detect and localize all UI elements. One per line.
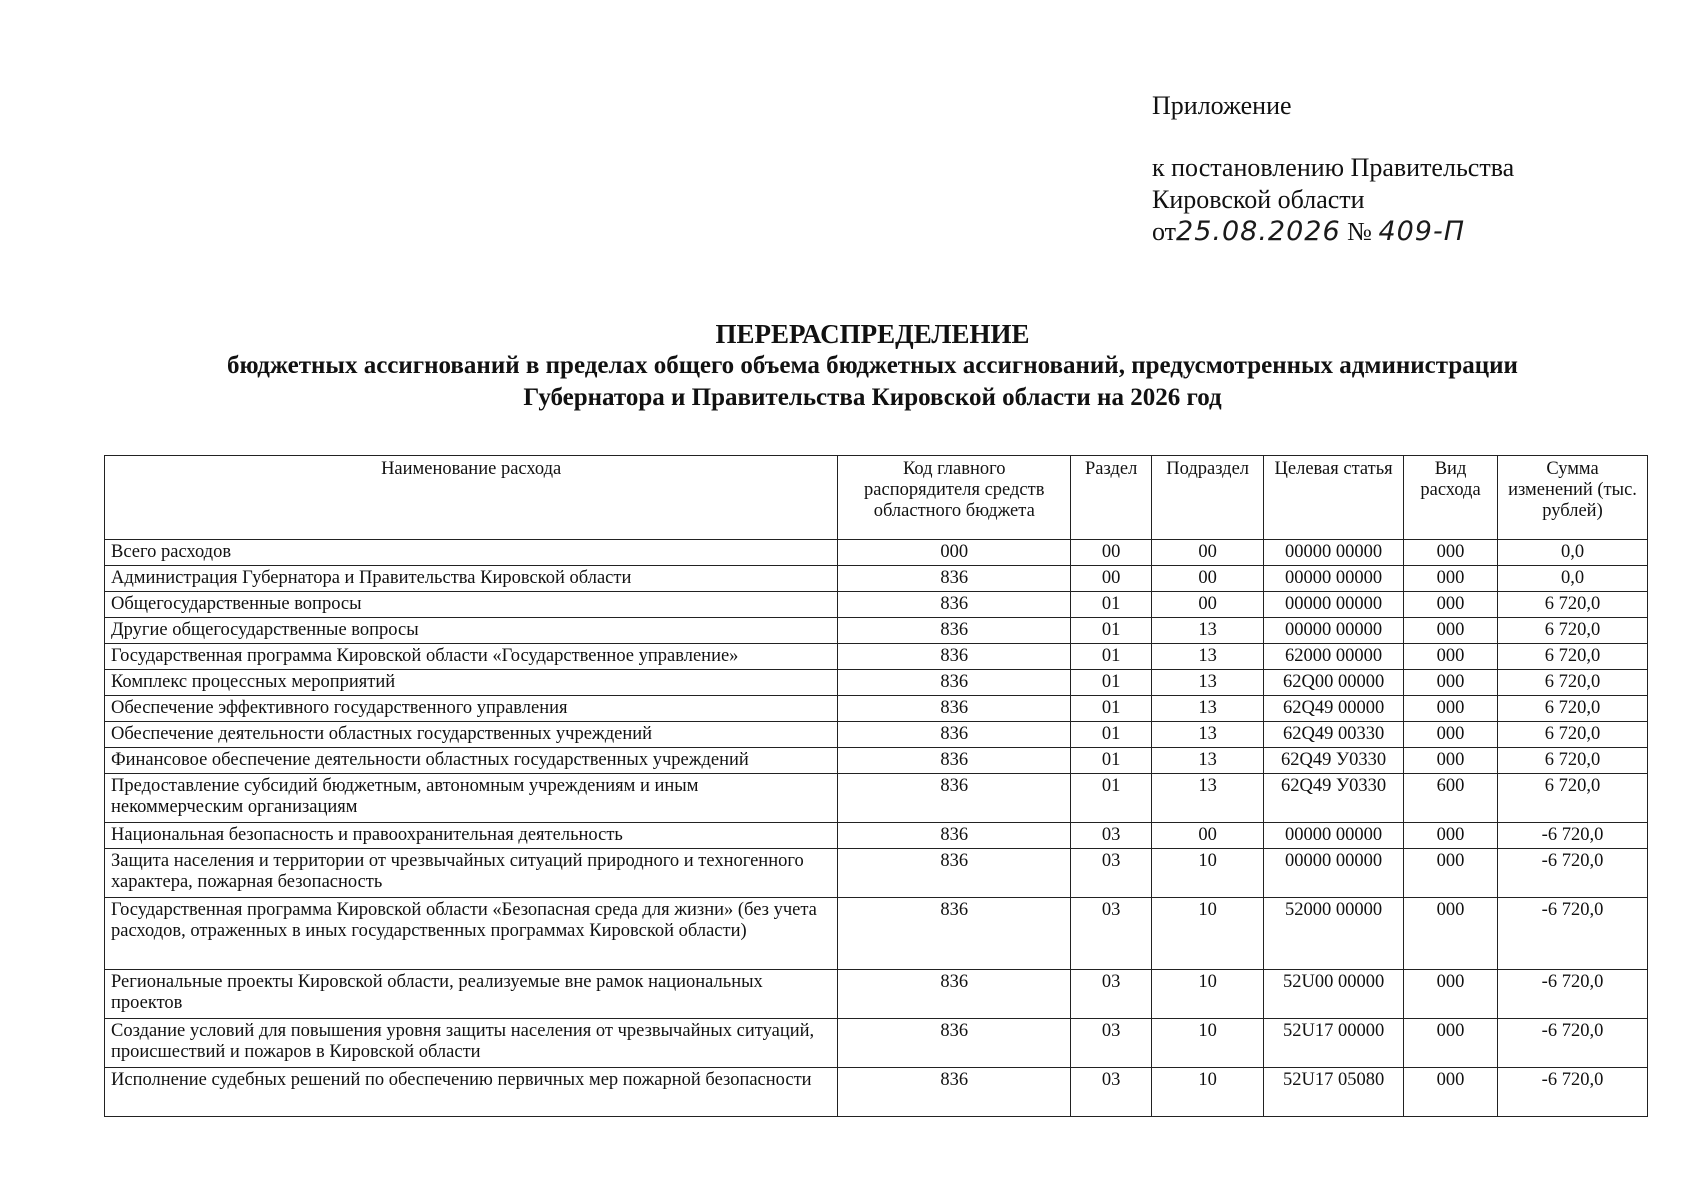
cell-name: Государственная программа Кировской области «Безопасная среда для жизни» (без учета расходов, отраженных в иных государственных программах Кировской области) <box>105 898 838 970</box>
table-row <box>105 722 1648 748</box>
table-row <box>105 540 1648 566</box>
cell-name: Комплекс процессных мероприятий <box>105 670 838 696</box>
cell-name: Государственная программа Кировской области «Государственное управление» <box>105 644 838 670</box>
cell-sum: 0,0 <box>1498 566 1648 592</box>
cell-name: Администрация Губернатора и Правительства Кировской области <box>105 566 838 592</box>
cell-kind: 000 <box>1404 748 1498 774</box>
date-prefix: от <box>1152 217 1177 246</box>
table-row <box>105 1019 1648 1068</box>
cell-sum: 6 720,0 <box>1498 722 1648 748</box>
cell-subsection: 13 <box>1152 618 1264 644</box>
cell-sum: -6 720,0 <box>1498 823 1648 849</box>
cell-subsection: 10 <box>1152 1068 1264 1117</box>
cell-section: 03 <box>1071 1019 1152 1068</box>
title-line1: ПЕРЕРАСПРЕДЕЛЕНИЕ <box>715 319 1030 349</box>
handwritten-date: 25.08.2026 <box>1176 216 1341 247</box>
cell-subsection: 10 <box>1152 1019 1264 1068</box>
cell-section: 00 <box>1071 566 1152 592</box>
handwritten-number: 409-П <box>1378 216 1466 247</box>
cell-code: 836 <box>838 618 1071 644</box>
cell-subsection: 13 <box>1152 644 1264 670</box>
cell-code: 836 <box>838 849 1071 898</box>
cell-kind: 000 <box>1404 823 1498 849</box>
cell-sum: -6 720,0 <box>1498 849 1648 898</box>
cell-subsection: 10 <box>1152 849 1264 898</box>
cell-code: 836 <box>838 1019 1071 1068</box>
table-row <box>105 618 1648 644</box>
cell-sum: 0,0 <box>1498 540 1648 566</box>
cell-name: Региональные проекты Кировской области, реализуемые вне рамок национальных проектов <box>105 970 838 1019</box>
cell-code: 836 <box>838 670 1071 696</box>
document-title <box>0 318 1693 414</box>
cell-kind: 600 <box>1404 774 1498 823</box>
cell-code: 836 <box>838 898 1071 970</box>
table-row <box>105 898 1648 970</box>
cell-kind: 000 <box>1404 1019 1498 1068</box>
cell-section: 03 <box>1071 849 1152 898</box>
cell-subsection: 00 <box>1152 540 1264 566</box>
cell-subsection: 00 <box>1152 592 1264 618</box>
cell-kind: 000 <box>1404 618 1498 644</box>
budget-table <box>104 455 1648 1117</box>
cell-section: 01 <box>1071 774 1152 823</box>
cell-section: 01 <box>1071 644 1152 670</box>
cell-target: 52U00 00000 <box>1264 970 1404 1019</box>
cell-code: 836 <box>838 696 1071 722</box>
cell-kind: 000 <box>1404 722 1498 748</box>
cell-code: 836 <box>838 823 1071 849</box>
cell-subsection: 10 <box>1152 970 1264 1019</box>
table-row <box>105 592 1648 618</box>
header-code: Код главного распорядителя средств областного бюджета <box>838 456 1071 540</box>
cell-target: 52U17 00000 <box>1264 1019 1404 1068</box>
cell-subsection: 13 <box>1152 670 1264 696</box>
cell-target: 52000 00000 <box>1264 898 1404 970</box>
cell-kind: 000 <box>1404 849 1498 898</box>
cell-sum: 6 720,0 <box>1498 618 1648 644</box>
cell-section: 00 <box>1071 540 1152 566</box>
cell-kind: 000 <box>1404 644 1498 670</box>
cell-name: Другие общегосударственные вопросы <box>105 618 838 644</box>
cell-target: 62Q49 У0330 <box>1264 748 1404 774</box>
cell-kind: 000 <box>1404 670 1498 696</box>
cell-target: 52U17 05080 <box>1264 1068 1404 1117</box>
cell-name: Обеспечение эффективного государственного управления <box>105 696 838 722</box>
cell-code: 000 <box>838 540 1071 566</box>
appendix-date-line <box>1152 216 1514 248</box>
cell-sum: -6 720,0 <box>1498 1019 1648 1068</box>
cell-sum: -6 720,0 <box>1498 1068 1648 1117</box>
header-subsection: Подраздел <box>1152 456 1264 540</box>
cell-name: Национальная безопасность и правоохранительная деятельность <box>105 823 838 849</box>
cell-name: Общегосударственные вопросы <box>105 592 838 618</box>
cell-name: Создание условий для повышения уровня защиты населения от чрезвычайных ситуаций, происшествий и пожаров в Кировской области <box>105 1019 838 1068</box>
cell-sum: -6 720,0 <box>1498 970 1648 1019</box>
cell-section: 01 <box>1071 748 1152 774</box>
cell-sum: 6 720,0 <box>1498 696 1648 722</box>
table-header-row <box>105 456 1648 540</box>
cell-kind: 000 <box>1404 540 1498 566</box>
cell-sum: 6 720,0 <box>1498 748 1648 774</box>
header-name: Наименование расхода <box>105 456 838 540</box>
cell-section: 03 <box>1071 970 1152 1019</box>
cell-subsection: 13 <box>1152 748 1264 774</box>
table-row <box>105 566 1648 592</box>
table-row <box>105 970 1648 1019</box>
cell-name: Финансовое обеспечение деятельности областных государственных учреждений <box>105 748 838 774</box>
cell-sum: -6 720,0 <box>1498 898 1648 970</box>
number-sign: № <box>1347 217 1372 246</box>
cell-code: 836 <box>838 644 1071 670</box>
cell-target: 00000 00000 <box>1264 849 1404 898</box>
header-kind: Вид расхода <box>1404 456 1498 540</box>
cell-section: 03 <box>1071 1068 1152 1117</box>
cell-name: Всего расходов <box>105 540 838 566</box>
cell-code: 836 <box>838 566 1071 592</box>
cell-target: 00000 00000 <box>1264 823 1404 849</box>
title-line3: Губернатора и Правительства Кировской области на 2026 год <box>523 384 1222 411</box>
appendix-label: Приложение <box>1152 91 1292 120</box>
cell-code: 836 <box>838 1068 1071 1117</box>
table-row <box>105 644 1648 670</box>
cell-section: 01 <box>1071 592 1152 618</box>
cell-name: Защита населения и территории от чрезвычайных ситуаций природного и техногенного характера, пожарная безопасность <box>105 849 838 898</box>
header-sum: Сумма изменений (тыс. рублей) <box>1498 456 1648 540</box>
table-row <box>105 1068 1648 1117</box>
cell-target: 00000 00000 <box>1264 540 1404 566</box>
cell-code: 836 <box>838 774 1071 823</box>
cell-target: 62000 00000 <box>1264 644 1404 670</box>
header-section: Раздел <box>1071 456 1152 540</box>
cell-section: 03 <box>1071 898 1152 970</box>
cell-section: 01 <box>1071 722 1152 748</box>
cell-kind: 000 <box>1404 592 1498 618</box>
cell-subsection: 00 <box>1152 823 1264 849</box>
table-row <box>105 849 1648 898</box>
cell-kind: 000 <box>1404 566 1498 592</box>
header-target: Целевая статья <box>1264 456 1404 540</box>
cell-target: 62Q00 00000 <box>1264 670 1404 696</box>
cell-code: 836 <box>838 970 1071 1019</box>
table-row <box>105 774 1648 823</box>
table-row <box>105 823 1648 849</box>
cell-name: Обеспечение деятельности областных государственных учреждений <box>105 722 838 748</box>
cell-subsection: 10 <box>1152 898 1264 970</box>
appendix-to-line1: к постановлению Правительства <box>1152 153 1515 182</box>
appendix-block <box>1152 90 1514 248</box>
table-row <box>105 748 1648 774</box>
cell-target: 62Q49 00000 <box>1264 696 1404 722</box>
cell-sum: 6 720,0 <box>1498 644 1648 670</box>
cell-subsection: 13 <box>1152 722 1264 748</box>
cell-name: Исполнение судебных решений по обеспечению первичных мер пожарной безопасности <box>105 1068 838 1117</box>
title-line2: бюджетных ассигнований в пределах общего объема бюджетных ассигнований, предусмотренных администрации <box>227 352 1518 379</box>
cell-sum: 6 720,0 <box>1498 592 1648 618</box>
cell-target: 62Q49 У0330 <box>1264 774 1404 823</box>
cell-target: 00000 00000 <box>1264 592 1404 618</box>
cell-kind: 000 <box>1404 696 1498 722</box>
cell-subsection: 13 <box>1152 696 1264 722</box>
cell-name: Предоставление субсидий бюджетным, автономным учреждениям и иным некоммерческим организациям <box>105 774 838 823</box>
cell-section: 03 <box>1071 823 1152 849</box>
cell-target: 00000 00000 <box>1264 618 1404 644</box>
table-row <box>105 696 1648 722</box>
cell-code: 836 <box>838 592 1071 618</box>
table-row <box>105 670 1648 696</box>
cell-section: 01 <box>1071 670 1152 696</box>
cell-sum: 6 720,0 <box>1498 670 1648 696</box>
cell-code: 836 <box>838 722 1071 748</box>
cell-section: 01 <box>1071 696 1152 722</box>
cell-kind: 000 <box>1404 970 1498 1019</box>
cell-code: 836 <box>838 748 1071 774</box>
cell-target: 62Q49 00330 <box>1264 722 1404 748</box>
cell-sum: 6 720,0 <box>1498 774 1648 823</box>
cell-target: 00000 00000 <box>1264 566 1404 592</box>
cell-kind: 000 <box>1404 1068 1498 1117</box>
cell-subsection: 13 <box>1152 774 1264 823</box>
appendix-to-line2: Кировской области <box>1152 185 1365 214</box>
cell-kind: 000 <box>1404 898 1498 970</box>
cell-subsection: 00 <box>1152 566 1264 592</box>
cell-section: 01 <box>1071 618 1152 644</box>
